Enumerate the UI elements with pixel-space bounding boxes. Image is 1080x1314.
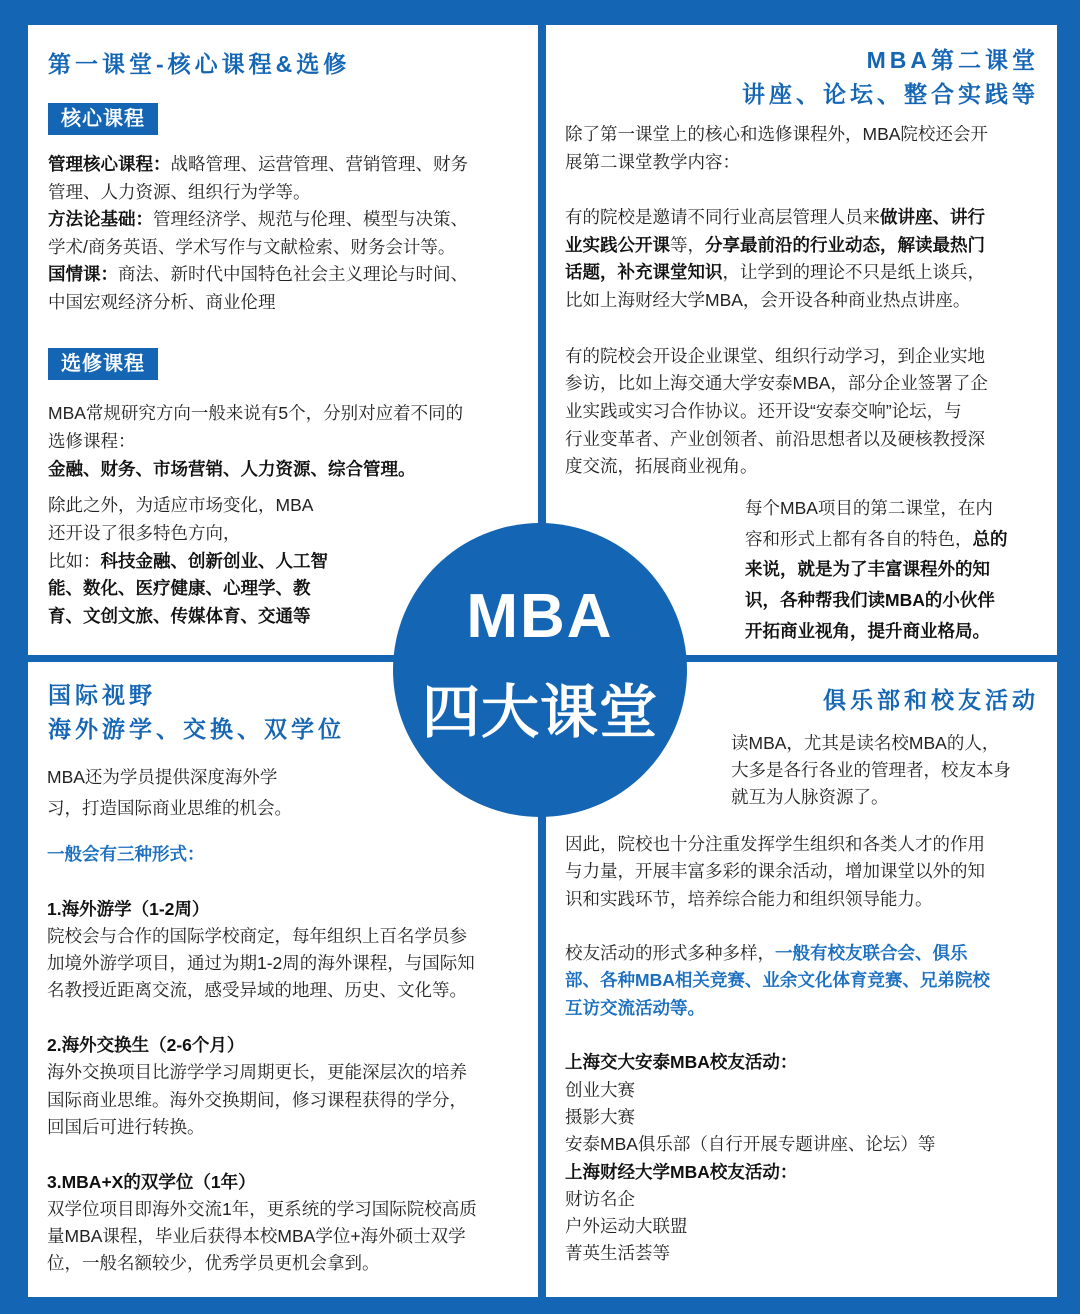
center-badge-line2: 四大课堂 <box>421 680 658 745</box>
emphasis-text: 3.MBA+X的双学位（1年） <box>47 1171 256 1192</box>
text-line <box>47 896 477 923</box>
emphasis-text: 1.海外游学（1-2周） <box>47 898 210 919</box>
text-segment: 就互为人脉资源了。 <box>731 787 889 808</box>
text-line <box>565 1186 990 1213</box>
text-line <box>745 493 1008 524</box>
text-line <box>565 343 988 371</box>
elective-courses-badge: 选修课程 <box>48 348 158 380</box>
text-segment: 还开设了很多特色方向， <box>48 522 241 543</box>
text-line <box>47 762 292 793</box>
text-line <box>47 1223 477 1250</box>
panel-title: 俱乐部和校友活动 <box>823 687 1039 713</box>
text-segment: 读MBA，尤其是读名校MBA的人， <box>731 733 1000 753</box>
text-line <box>745 554 1008 585</box>
emphasis-text: 上海财经大学MBA校友活动： <box>565 1161 798 1182</box>
text-line <box>565 232 988 260</box>
text-line <box>48 427 463 455</box>
second-classroom-text <box>565 121 988 481</box>
text-segment: 比如上海财经大学MBA，会开设各种商业热点讲座。 <box>565 290 971 311</box>
clubs-intro-text <box>731 730 1011 812</box>
text-segment: 习，打造国际商业思维的机会。 <box>47 798 292 818</box>
emphasis-text: 一般有校友联合会、俱乐 <box>775 943 968 964</box>
text-line <box>48 261 468 289</box>
text-line <box>48 289 468 317</box>
text-segment: 名教授近距离交流，感受异域的地理、历史、文化等。 <box>47 980 467 1001</box>
emphasis-text: 来说，就是为了丰富课程外的知 <box>745 559 990 580</box>
text-line <box>48 206 468 234</box>
text-segment: 因此，院校也十分注重发挥学生组织和各类人才的作用 <box>565 834 985 854</box>
text-line <box>565 831 990 858</box>
emphasis-text: 方法论基础： <box>48 209 153 230</box>
text-line <box>565 886 990 913</box>
text-line <box>565 204 988 232</box>
text-segment: 有的院校是邀请不同行业高层管理人员来 <box>565 207 880 228</box>
text-line <box>565 858 990 885</box>
text-line <box>47 1169 477 1196</box>
text-line <box>47 1141 477 1168</box>
text-segment: 院校会与合作的国际学校商定，每年组织上百名学员参 <box>47 925 467 946</box>
text-segment: 摄影大赛 <box>565 1106 635 1127</box>
text-line <box>565 1131 990 1158</box>
text-line <box>565 370 988 398</box>
text-line <box>565 1022 990 1049</box>
text-line <box>47 1005 477 1032</box>
center-badge-line1: MBA <box>466 582 614 651</box>
text-segment: 大多是各行各业的管理者，校友本身 <box>731 760 1011 781</box>
clubs-body-text <box>565 831 990 1268</box>
text-segment: 海外交换项目比游学学习周期更长，更能深层次的培养 <box>47 1062 467 1083</box>
panel-title: MBA第二课堂 <box>866 47 1039 73</box>
panel-title: 第一课堂-核心课程&选修 <box>48 51 351 77</box>
text-line <box>47 1059 477 1086</box>
text-segment: 业实践或实习合作协议。还开设“安泰交响”论坛，与 <box>565 400 962 421</box>
text-segment: 度交流，拓展商业视角。 <box>565 456 758 477</box>
text-line <box>47 950 477 977</box>
text-segment: 战略管理、运营管理、营销管理、财务 <box>170 154 468 174</box>
text-segment: 参访，比如上海交通大学安泰MBA，部分企业签署了企 <box>565 373 988 394</box>
text-line <box>565 913 990 940</box>
text-line <box>47 1114 477 1141</box>
text-line <box>565 940 990 967</box>
second-classroom-summary <box>745 493 1008 646</box>
text-line <box>565 1240 990 1267</box>
text-line <box>565 1159 990 1186</box>
text-segment: 创业大赛 <box>565 1079 635 1100</box>
text-segment: 加境外游学项目，通过为期1-2周的海外课程，与国际知 <box>47 953 475 974</box>
special-directions-text <box>48 492 328 631</box>
text-segment: ，让学到的理论不只是纸上谈兵， <box>722 262 985 283</box>
emphasis-text: 科技金融、创新创业、人工智 <box>100 550 328 571</box>
text-segment: 比如： <box>48 550 101 571</box>
text-segment: 行业变革者、产业创领者、前沿思想者以及硬核教授深 <box>565 428 985 449</box>
text-segment: 校友活动的形式多种多样， <box>565 943 775 964</box>
text-line <box>565 315 988 343</box>
text-line <box>565 967 990 994</box>
text-line <box>565 176 988 204</box>
emphasis-text: 一般会有三种形式： <box>47 844 205 864</box>
text-line <box>48 603 328 631</box>
text-line <box>565 259 988 287</box>
text-line <box>47 1250 477 1277</box>
text-segment: 安泰MBA俱乐部（自行开展专题讲座、论坛）等 <box>565 1134 936 1155</box>
text-segment: 户外运动大联盟 <box>565 1216 688 1237</box>
center-badge <box>393 523 687 817</box>
text-line <box>48 575 328 603</box>
emphasis-text: 能、数化、医疗健康、心理学、教 <box>48 578 311 599</box>
text-segment: 与力量，开展丰富多彩的课余活动，增加课堂以外的知 <box>565 861 985 882</box>
text-segment: 财访名企 <box>565 1188 635 1209</box>
core-courses-text <box>48 151 468 317</box>
text-line <box>745 524 1008 555</box>
text-segment: 有的院校会开设企业课堂、组织行动学习，到企业实地 <box>565 345 985 366</box>
emphasis-text: 业实践公开课 <box>565 234 670 255</box>
text-segment: MBA常规研究方向一般来说有5个，分别对应着不同的 <box>48 403 464 423</box>
text-segment: MBA还为学员提供深度海外学 <box>47 767 278 787</box>
text-segment: 每个MBA项目的第二课堂，在内 <box>745 498 993 518</box>
text-line <box>565 1104 990 1131</box>
panel-title: 国际视野 <box>48 682 156 708</box>
text-line <box>565 149 988 177</box>
emphasis-text: 识，各种帮我们读MBA的小伙伴 <box>745 590 995 611</box>
text-line <box>48 492 328 520</box>
text-line <box>48 455 463 483</box>
emphasis-text: 互访交流活动等。 <box>565 997 705 1018</box>
text-line <box>731 757 1011 784</box>
panel-subtitle: 海外游学、交换、双学位 <box>48 716 345 742</box>
text-line <box>47 1087 477 1114</box>
text-line <box>48 548 328 576</box>
text-segment: 学术/商务英语、学术写作与文献检索、财务会计等。 <box>48 236 456 257</box>
text-line <box>48 399 463 427</box>
text-line <box>47 1196 477 1223</box>
text-segment: 除了第一课堂上的核心和选修课程外，MBA院校还会开 <box>565 124 988 144</box>
text-line <box>47 793 292 824</box>
elective-courses-text <box>48 399 463 483</box>
text-segment: 选修课程： <box>48 431 136 451</box>
text-segment: 中国宏观经济分析、商业伦理 <box>48 291 276 312</box>
emphasis-text: 国情课： <box>48 264 118 285</box>
text-segment: 管理经济学、规范与伦理、模型与决策、 <box>153 209 468 230</box>
emphasis-text: 做讲座、讲行 <box>880 207 985 228</box>
emphasis-text: 育、文创文旅、传媒体育、交通等 <box>48 606 311 627</box>
emphasis-text: 开拓商业视角，提升商业格局。 <box>745 620 990 641</box>
text-segment: 国际商业思维。海外交换期间，修习课程获得的学分， <box>47 1089 467 1110</box>
text-segment: 管理、人力资源、组织行为学等。 <box>48 181 311 202</box>
text-segment: 识和实践环节，培养综合能力和组织领导能力。 <box>565 888 933 909</box>
text-line <box>565 121 988 149</box>
text-line <box>745 585 1008 616</box>
text-segment: 菁英生活荟等 <box>565 1243 670 1264</box>
text-line <box>47 841 477 868</box>
text-line <box>731 730 1011 757</box>
text-segment: 位，一般名额较少，优秀学员更机会拿到。 <box>47 1253 380 1274</box>
emphasis-text: 金融、财务、市场营销、人力资源、综合管理。 <box>48 459 416 479</box>
text-line <box>48 234 468 262</box>
text-line <box>565 453 988 481</box>
text-line <box>565 287 988 315</box>
core-courses-badge: 核心课程 <box>48 103 158 135</box>
emphasis-text: 部、各种MBA相关竞赛、业余文化体育竞赛、兄弟院校 <box>565 970 990 991</box>
text-line <box>565 398 988 426</box>
text-line <box>565 1049 990 1076</box>
text-segment: 商法、新时代中国特色社会主义理论与时间、 <box>118 264 468 285</box>
emphasis-text: 分享最前沿的行业动态，解读最热门 <box>705 234 985 255</box>
text-line <box>745 616 1008 647</box>
emphasis-text: 总的 <box>972 528 1008 549</box>
text-line <box>47 923 477 950</box>
emphasis-text: 管理核心课程： <box>48 154 171 174</box>
text-segment: 展第二课堂教学内容： <box>565 151 740 172</box>
text-segment: 除此之外，为适应市场变化，MBA <box>48 495 314 515</box>
text-line <box>48 179 468 207</box>
panel-subtitle: 讲座、论坛、整合实践等 <box>742 81 1039 107</box>
emphasis-text: 话题，补充课堂知识 <box>565 262 723 283</box>
text-segment: 容和形式上都有各自的特色， <box>745 528 973 549</box>
text-line <box>565 426 988 454</box>
text-line <box>47 868 477 895</box>
text-line <box>565 995 990 1022</box>
text-line <box>565 1213 990 1240</box>
international-forms-text <box>47 841 477 1278</box>
text-segment: 回国后可进行转换。 <box>47 1116 205 1137</box>
emphasis-text: 2.海外交换生（2-6个月） <box>47 1035 245 1056</box>
text-line <box>48 520 328 548</box>
text-segment: 双学位项目即海外交流1年，更系统的学习国际院校高质 <box>47 1198 477 1219</box>
text-segment: 量MBA课程，毕业后获得本校MBA学位+海外硕士双学 <box>47 1226 466 1247</box>
international-intro-text <box>47 762 292 824</box>
text-line <box>565 1077 990 1104</box>
text-line <box>731 784 1011 811</box>
text-line <box>47 977 477 1004</box>
text-line <box>48 151 468 179</box>
text-segment: 等， <box>670 234 705 255</box>
emphasis-text: 上海交大安泰MBA校友活动： <box>565 1052 798 1073</box>
text-line <box>47 1032 477 1059</box>
